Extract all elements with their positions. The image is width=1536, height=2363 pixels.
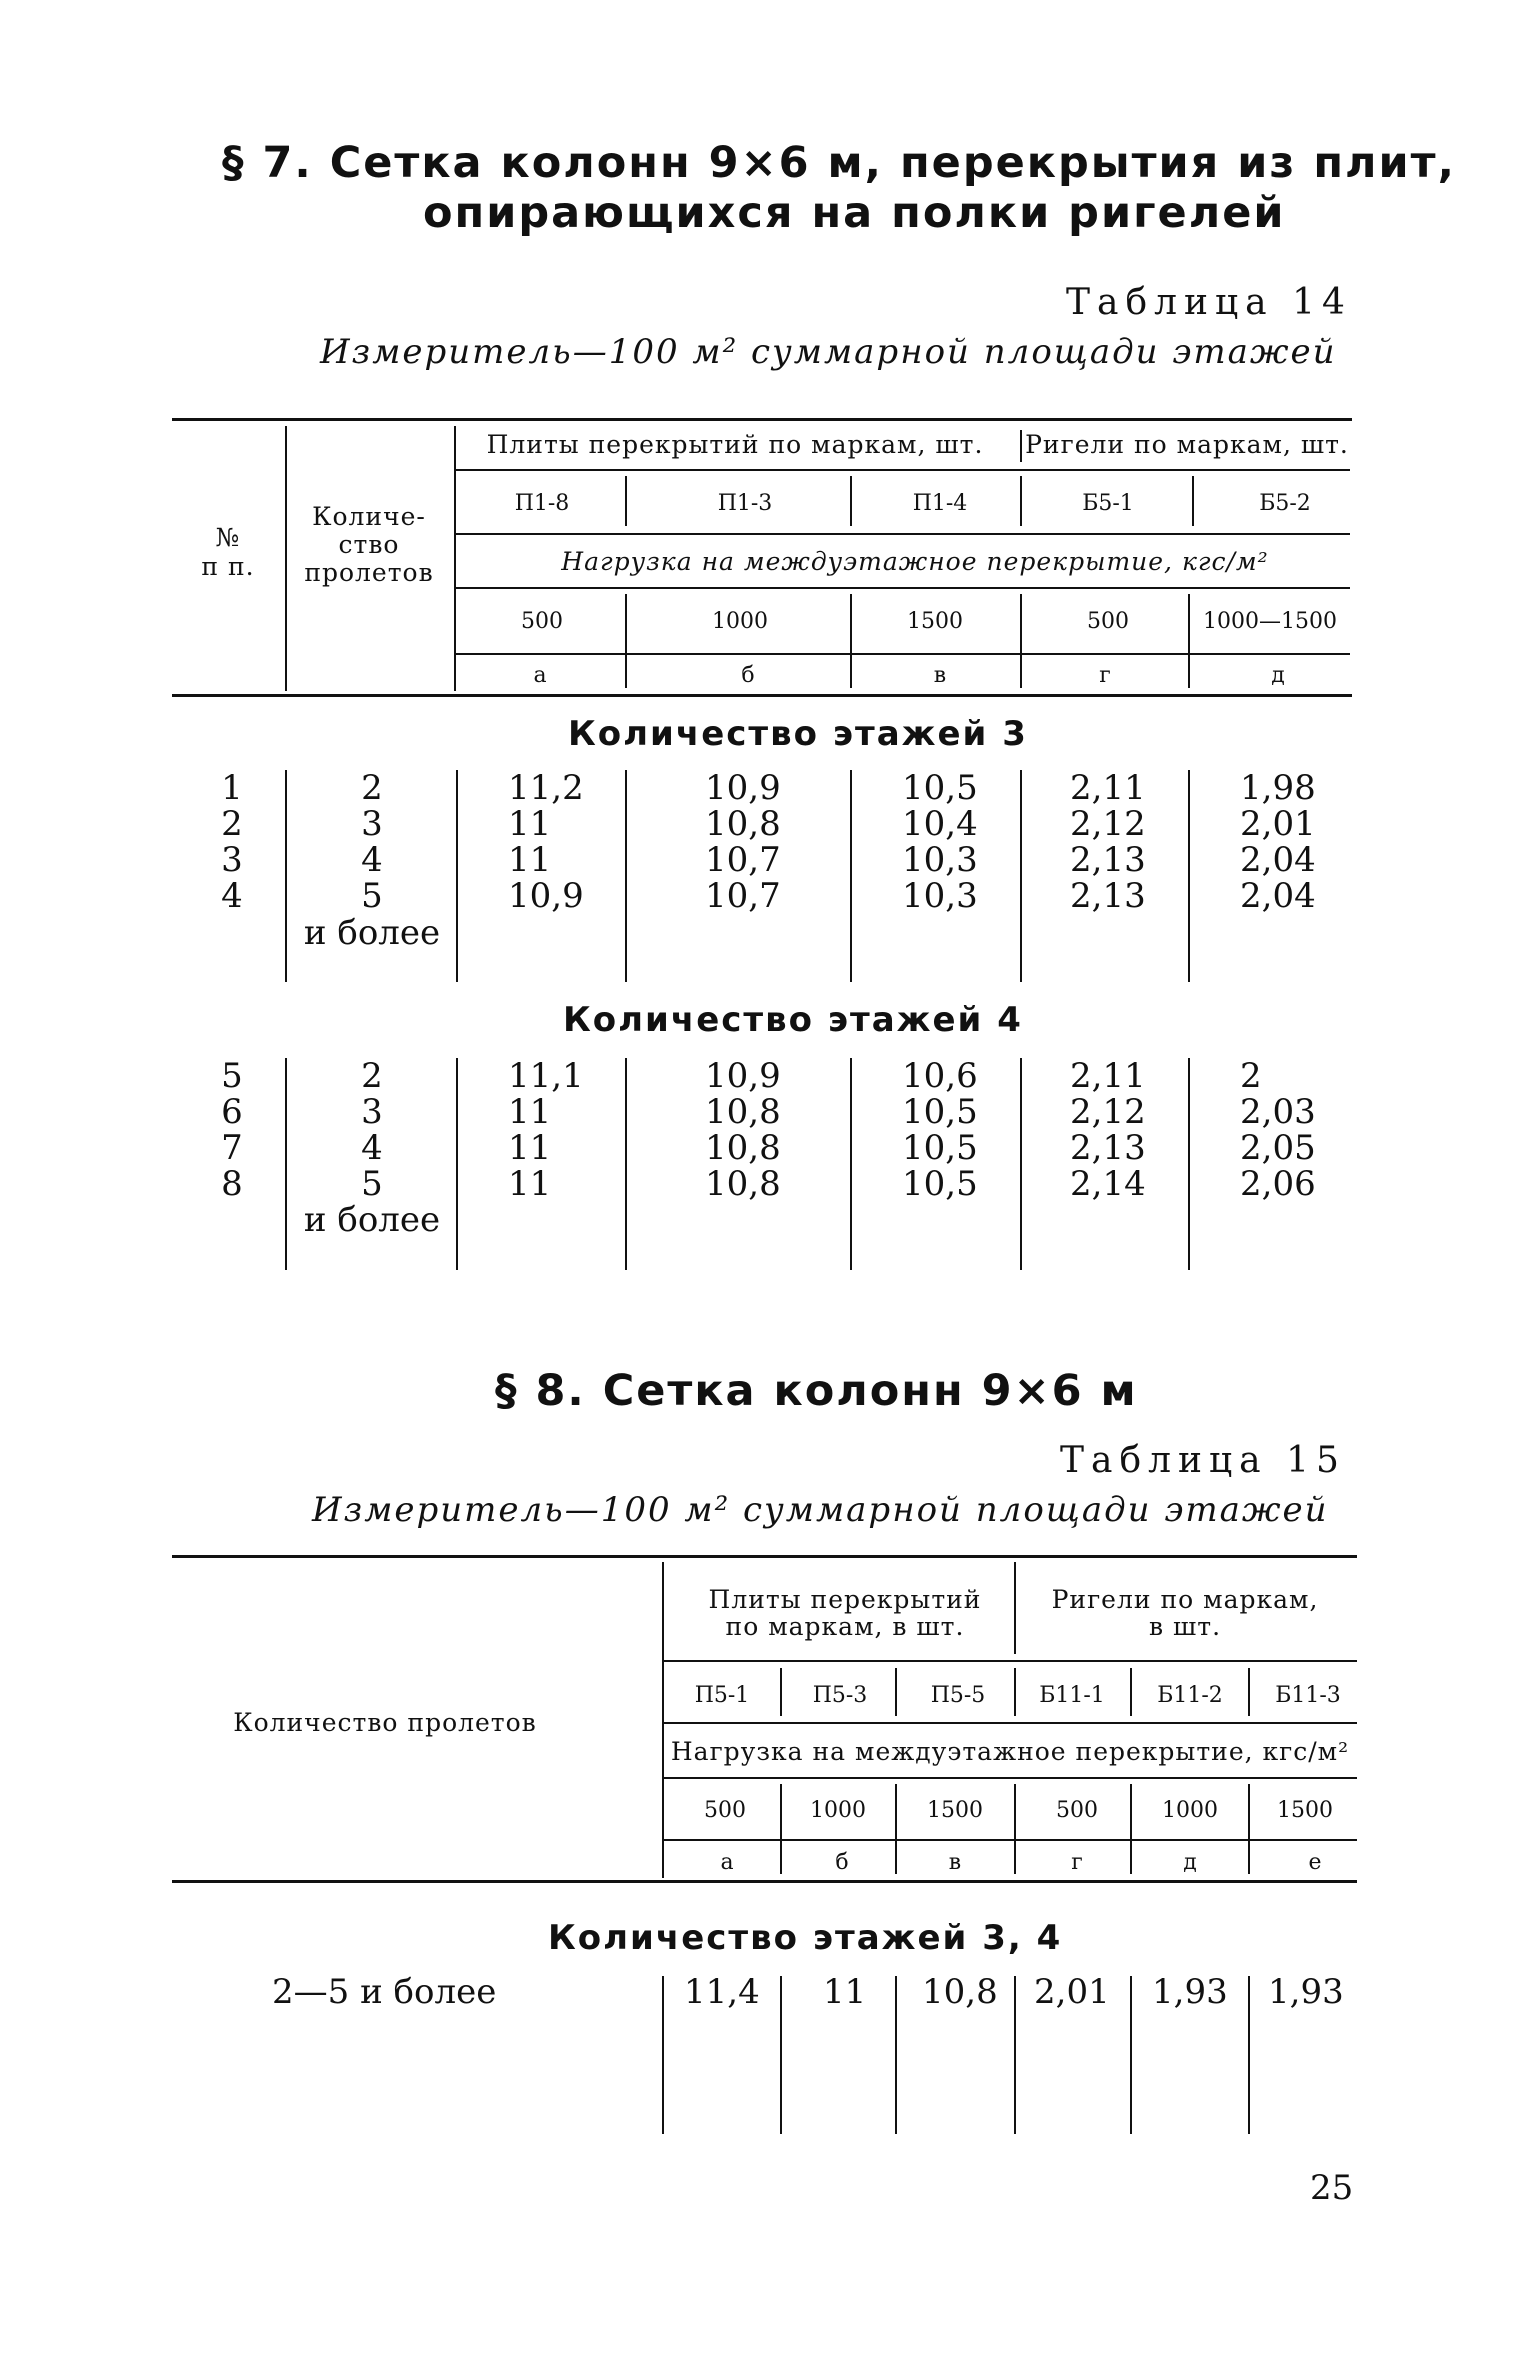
row-value: 2,04: [1240, 840, 1316, 880]
table15-load: 1000: [810, 1798, 866, 1823]
table14-letter: г: [1099, 663, 1111, 688]
table14-mark: Б5-2: [1259, 491, 1311, 516]
table14-plates-header: Плиты перекрытий по маркам, шт.: [486, 430, 984, 459]
row-value: 10,8: [922, 1972, 998, 2012]
table14-rule: [455, 653, 1350, 655]
table15-mark: П5-5: [930, 1683, 986, 1708]
table15-measure: Измеритель—100 м² суммарной площади этажей: [312, 1490, 1329, 1530]
table14-rule: [455, 469, 1350, 471]
row-value: 1,93: [1268, 1972, 1344, 2012]
table15-vline: [1014, 1976, 1016, 2134]
table14-load: 500: [521, 609, 563, 634]
table15-girders-header: Ригели по маркам,: [1051, 1585, 1319, 1614]
row-value: 2,12: [1070, 804, 1146, 844]
row-value: 10,7: [705, 876, 781, 916]
table15-letter: б: [835, 1850, 849, 1875]
table14-mark: Б5-1: [1082, 491, 1134, 516]
table14-label: Таблица 14: [1066, 282, 1352, 323]
table15-vline: [1014, 1668, 1016, 1716]
table14-load: 1000: [712, 609, 768, 634]
table15-rule: [664, 1660, 1357, 1662]
row-value: 10,9: [705, 1056, 781, 1096]
row-value: 11: [508, 1164, 552, 1204]
table15-load: 1500: [1277, 1798, 1333, 1823]
table15-girders-header: в шт.: [1148, 1612, 1222, 1641]
row-spans: 5: [361, 1164, 383, 1204]
row-value: 2,11: [1070, 768, 1146, 808]
row-value: 10,5: [902, 768, 978, 808]
row-value: 11: [508, 840, 552, 880]
table15-load: 1000: [1162, 1798, 1218, 1823]
table14-load-header: Нагрузка на междуэтажное перекрытие, кгс/м²: [561, 547, 1269, 576]
table14-letter: а: [533, 663, 547, 688]
row-spans: 3: [361, 1092, 383, 1132]
row-number: 8: [221, 1164, 243, 1204]
table15-top-rule: [172, 1555, 1357, 1558]
table15-vline: [1248, 1976, 1250, 2134]
table15-letter: а: [720, 1850, 734, 1875]
table15-mark: П5-3: [812, 1683, 868, 1708]
table14-vline: [1020, 476, 1022, 526]
row-value: 2,12: [1070, 1092, 1146, 1132]
table14-mark: П1-4: [912, 491, 968, 516]
row-value: 1,98: [1240, 768, 1316, 808]
table14-letter: в: [933, 663, 947, 688]
table14-top-rule: [172, 418, 1352, 421]
table14-letter: б: [741, 663, 755, 688]
table15-header-bottom-rule: [172, 1880, 1357, 1883]
table15-letter: в: [948, 1850, 962, 1875]
table15-letter: г: [1071, 1850, 1083, 1875]
table14-vline: [285, 1058, 287, 1270]
row-value: 11,4: [684, 1972, 760, 2012]
table14-vline: [1020, 594, 1022, 688]
table14-vline: [1188, 1058, 1190, 1270]
table14-vline: [456, 1058, 458, 1270]
table15-mark: П5-1: [694, 1683, 750, 1708]
table15-load: 500: [704, 1798, 746, 1823]
table15-rule: [664, 1777, 1357, 1779]
table15-letter: д: [1183, 1850, 1197, 1875]
row-value: 2,01: [1240, 804, 1316, 844]
row-spans: 2: [361, 768, 383, 808]
row-value: 10,6: [902, 1056, 978, 1096]
table15-mark: Б11-1: [1039, 1683, 1105, 1708]
table14-group-title: Количество этажей 4: [563, 1000, 1023, 1040]
table14-vline: [1192, 476, 1194, 526]
table15-vline: [1248, 1668, 1250, 1716]
table14-spans-header: Количе-: [312, 502, 426, 531]
table15-vline: [1014, 1784, 1016, 1874]
table15-load: 1500: [927, 1798, 983, 1823]
row-value: 2: [1240, 1056, 1262, 1096]
row-value: 11: [508, 1128, 552, 1168]
table14-group-title: Количество этажей 3: [568, 714, 1028, 754]
table15-vline: [1130, 1976, 1132, 2134]
table15-vline: [662, 1562, 664, 1878]
table15-vline: [895, 1784, 897, 1874]
row-value: 2,13: [1070, 876, 1146, 916]
table15-vline: [1130, 1784, 1132, 1874]
row-spans: 5: [361, 876, 383, 916]
row-number: 6: [221, 1092, 243, 1132]
table14-vline: [850, 1058, 852, 1270]
table14-load: 500: [1087, 609, 1129, 634]
table14-num-header: №: [215, 523, 241, 552]
row-value: 10,8: [705, 804, 781, 844]
table14-vline: [850, 476, 852, 526]
table14-vline: [850, 770, 852, 982]
table14-vline: [1188, 594, 1190, 688]
table14-vline: [625, 594, 627, 688]
table14-vline: [285, 426, 287, 691]
row-value: 11: [823, 1972, 867, 2012]
row-spans: 3: [361, 804, 383, 844]
row-value: 10,9: [705, 768, 781, 808]
table15-vline: [895, 1668, 897, 1716]
row-value: 10,9: [508, 876, 584, 916]
table14-num-header: п п.: [201, 552, 255, 581]
row-value: 2,14: [1070, 1164, 1146, 1204]
table15-vline: [780, 1976, 782, 2134]
row-number: 7: [221, 1128, 243, 1168]
row-number: 1: [221, 768, 243, 808]
page-number: 25: [1310, 2168, 1354, 2208]
table14-measure: Измеритель—100 м² суммарной площади этажей: [320, 332, 1337, 372]
row-spans: 2: [361, 1056, 383, 1096]
table14-load: 1500: [907, 609, 963, 634]
row-number: 4: [221, 876, 243, 916]
row-value: 10,8: [705, 1164, 781, 1204]
row-value: 11,2: [508, 768, 584, 808]
row-value: 2,11: [1070, 1056, 1146, 1096]
row-value: 2,13: [1070, 1128, 1146, 1168]
table15-mark: Б11-2: [1157, 1683, 1223, 1708]
row-value: 10,5: [902, 1128, 978, 1168]
table14-mark: П1-8: [514, 491, 570, 516]
table14-spans-header: ство: [338, 530, 400, 559]
table15-load-header: Нагрузка на междуэтажное перекрытие, кгс/м²: [670, 1737, 1350, 1766]
table14-vline: [850, 594, 852, 688]
table14-letter: д: [1271, 663, 1285, 688]
table15-mark: Б11-3: [1275, 1683, 1341, 1708]
table14-vline: [1020, 430, 1022, 462]
row-value: 10,7: [705, 840, 781, 880]
table15-load: 500: [1056, 1798, 1098, 1823]
row-value: 10,5: [902, 1164, 978, 1204]
table15-spans-header: Количество пролетов: [233, 1708, 537, 1737]
table15-rule: [664, 1839, 1357, 1841]
row-value: 11,1: [508, 1056, 584, 1096]
row-value: 10,3: [902, 840, 978, 880]
table15-group-title: Количество этажей 3, 4: [548, 1918, 1063, 1958]
row-value: 10,8: [705, 1128, 781, 1168]
table14-header-bottom-rule: [172, 694, 1352, 697]
table14-rule: [455, 533, 1350, 535]
table15-letter: е: [1308, 1850, 1322, 1875]
row-spans: 4: [361, 1128, 383, 1168]
table15-label: Таблица 15: [1060, 1440, 1346, 1481]
table15-vline: [780, 1668, 782, 1716]
table14-vline: [1020, 1058, 1022, 1270]
row-spans-more: и более: [303, 913, 441, 953]
table15-rule: [664, 1722, 1357, 1724]
row-value: 2,01: [1034, 1972, 1110, 2012]
row-number: 2: [221, 804, 243, 844]
table14-vline: [454, 426, 456, 691]
table15-vline: [780, 1784, 782, 1874]
table15-vline: [1248, 1784, 1250, 1874]
row-value: 2,04: [1240, 876, 1316, 916]
row-value: 2,05: [1240, 1128, 1316, 1168]
row-value: 10,4: [902, 804, 978, 844]
table15-plates-header: по маркам, в шт.: [725, 1612, 965, 1641]
table15-vline: [1014, 1562, 1016, 1654]
table15-vline: [1130, 1668, 1132, 1716]
row-spans: 4: [361, 840, 383, 880]
table14-vline: [1188, 770, 1190, 982]
row-value: 10,3: [902, 876, 978, 916]
row-value: 10,5: [902, 1092, 978, 1132]
row-spans: 2—5 и более: [272, 1972, 497, 2012]
table14-spans-header: пролетов: [304, 558, 434, 587]
table14-rule: [455, 587, 1350, 589]
section7-title-line2: опирающихся на полки ригелей: [423, 188, 1286, 238]
row-value: 1,93: [1152, 1972, 1228, 2012]
section8-title: § 8. Сетка колонн 9×6 м: [495, 1366, 1138, 1416]
table14-vline: [625, 1058, 627, 1270]
table15-vline: [895, 1976, 897, 2134]
section7-title-line1: § 7. Сетка колонн 9×6 м, перекрытия из плит,: [222, 138, 1456, 188]
table14-load: 1000—1500: [1203, 609, 1337, 634]
row-spans-more: и более: [303, 1200, 441, 1240]
row-value: 10,8: [705, 1092, 781, 1132]
table15-plates-header: Плиты перекрытий: [708, 1585, 982, 1614]
row-value: 2,13: [1070, 840, 1146, 880]
row-number: 3: [221, 840, 243, 880]
row-value: 2,03: [1240, 1092, 1316, 1132]
table14-vline: [456, 770, 458, 982]
table14-vline: [625, 476, 627, 526]
table15-vline: [662, 1976, 664, 2134]
table14-vline: [285, 770, 287, 982]
table14-girders-header: Ригели по маркам, шт.: [1025, 430, 1349, 459]
row-value: 11: [508, 1092, 552, 1132]
row-value: 2,06: [1240, 1164, 1316, 1204]
table14-vline: [1020, 770, 1022, 982]
table14-vline: [625, 770, 627, 982]
table14-mark: П1-3: [717, 491, 773, 516]
row-number: 5: [221, 1056, 243, 1096]
row-value: 11: [508, 804, 552, 844]
